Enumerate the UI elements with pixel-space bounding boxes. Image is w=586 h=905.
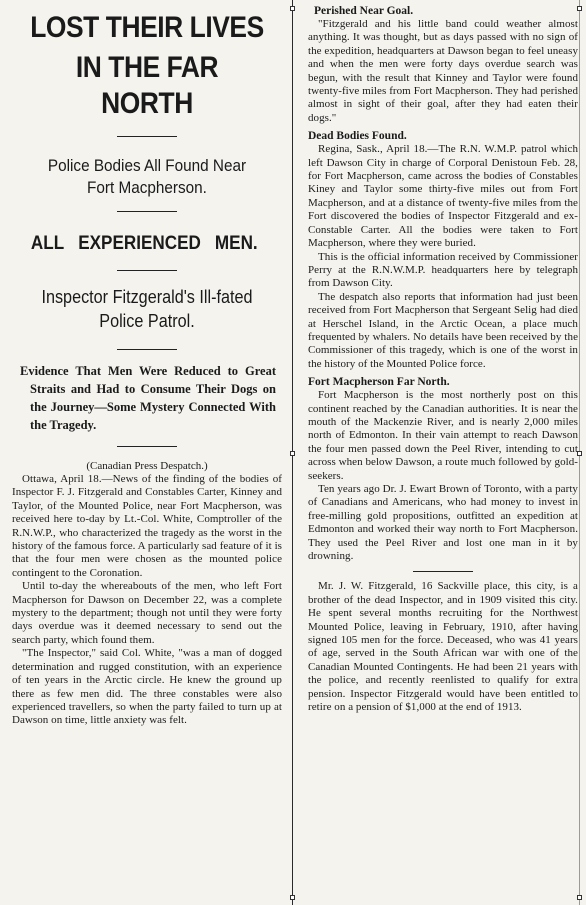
headline-word: EXPERIENCED	[78, 233, 201, 254]
body-paragraph: Mr. J. W. Fitzgerald, 16 Sackville place, this city, is a brother of the dead Inspector, and in 1909 visited this city. He spent several months recruiting for the Northwest Mounted Police, leaving in February, 1910, after having signed 105 men for the force. Deceased, who was 41 years of age, served in the South African war with one of the Canadian Mounted Contingents. He had been 21 years with the police, and recently reenlisted to qualify for extra pension. Inspector Fitzgerald would have been entitled to retire on a pension of $1,000 at the end of 1913.	[308, 580, 578, 714]
source-credit: (Canadian Press Despatch.)	[86, 460, 208, 472]
section-subhead: Dead Bodies Found.	[308, 130, 407, 143]
headline-line: LOST THEIR LIVES	[30, 11, 264, 44]
section-subhead: Perished Near Goal.	[314, 5, 414, 17]
body-paragraph: "The Inspector," said Col. White, "was a man of dogged determination and rugged constitution, with an experience of ten years in the Arctic circle. He knew the ground up there as few men did. The three constables were also experienced travellers, so when the party failed to turn up at Dawson on time, little anxiety was felt.	[12, 647, 282, 727]
body-paragraph: "Fitzgerald and his little band could weather almost anything. It was thought, but as days passed with no sign of the expedition, headquarters at Dawson began to feel uneasy and when the men were forty days overdue search was begun, with the result that Kinney and Taylor were found twenty-five miles from Fort Macpherson. They had perished almost in sight of their goal, after they had eaten their dogs."	[308, 18, 578, 124]
body-paragraph: Ottawa, April 18.—News of the finding of the bodies of Inspector F. J. Fitzgerald and Constables Carter, Kinney and Taylor, of the Mounted Police, near Fort Macpherson, was received here to-day by Lt.-Col. White, Comptroller of the R.N.W.P., who characterized the tragedy as the worst in the history of the famous force. A particularly sad feature of it is that the four men were chosen as the mounted police contingent to the Coronation.	[12, 473, 282, 579]
headline-word: MEN.	[214, 233, 258, 254]
body-paragraph: This is the official information received by Commissioner Perry at the R.N.W.M.P. headquarters here by telegraph from Dawson City.	[308, 250, 578, 290]
body-paragraph: Ten years ago Dr. J. Ewart Brown of Toronto, with a party of Canadians and Americans, who had money to invest in free-milling gold propositions, outfitted an expedition at Edmonton and worked their way north to Fort Macpherson. They used the Peel River and lost one man in it by drowning.	[308, 483, 578, 563]
body-paragraph: Until to-day the whereabouts of the men, who left Fort Macpherson for Dawson on December 22, was a complete mystery to the department; though not until they were forty days overdue was it deemed necessary to send out the search party, which found them.	[12, 580, 282, 646]
crop-handle[interactable]	[290, 895, 295, 900]
headline-line: IN THE FAR NORTH	[75, 51, 219, 120]
subheadline-line: Inspector Fitzgerald's Ill-fated	[41, 287, 253, 307]
section-subhead: Fort Macpherson Far North.	[308, 376, 450, 389]
body-paragraph: Fort Macpherson is the most northerly post on this continent reached by the Canadian authorities. It is near the mouth of the Mackenzie River, and is nearly 2,000 miles north of Edmonton. In their vain attempt to reach Dawson the four men passed down the Peel River, intending to cut across when below Dawson, a route much followed by gold-seekers.	[308, 389, 578, 482]
all-experienced-men-headline	[26, 232, 269, 256]
subheadline-line: Police Bodies All Found Near	[47, 156, 247, 175]
crop-handle[interactable]	[290, 6, 295, 11]
right-column	[308, 0, 578, 905]
left-column	[12, 0, 282, 905]
subheadline-line: Fort Macpherson.	[87, 178, 207, 197]
deck-summary: Evidence That Men Were Reduced to Great Straits and Had to Consume Their Dogs on the Journey—Some Mystery Connected With the Tragedy.	[20, 364, 276, 432]
body-paragraph: Regina, Sask., April 18.—The R.N. W.M.P. patrol which left Dawson City in charge of Corporal Denistoun Feb. 28, for Fort Macpherson, came across the bodies of Constables Kiney and Taylor some thirty-five miles out from Fort Macpherson, and at a distance of twenty-five miles from the Fort discovered the bodies of Inspector Fitzgerald and ex-Constable Carter. All the bodies were taken to Fort Macpherson, where they were buried.	[308, 143, 578, 250]
body-paragraph: The despatch also reports that information had just been received from Fort Macpherson that Sergeant Selig had died at Herschel Island, in the Arctic Ocean, a place much frequented by whalers. No details have been received by the Commissioner of this tragedy, which is one of the worst in the history of the Mounted Police force.	[308, 290, 578, 370]
headline-word: ALL	[30, 233, 65, 254]
subheadline-line: Police Patrol.	[99, 311, 195, 331]
crop-handle[interactable]	[290, 451, 295, 456]
